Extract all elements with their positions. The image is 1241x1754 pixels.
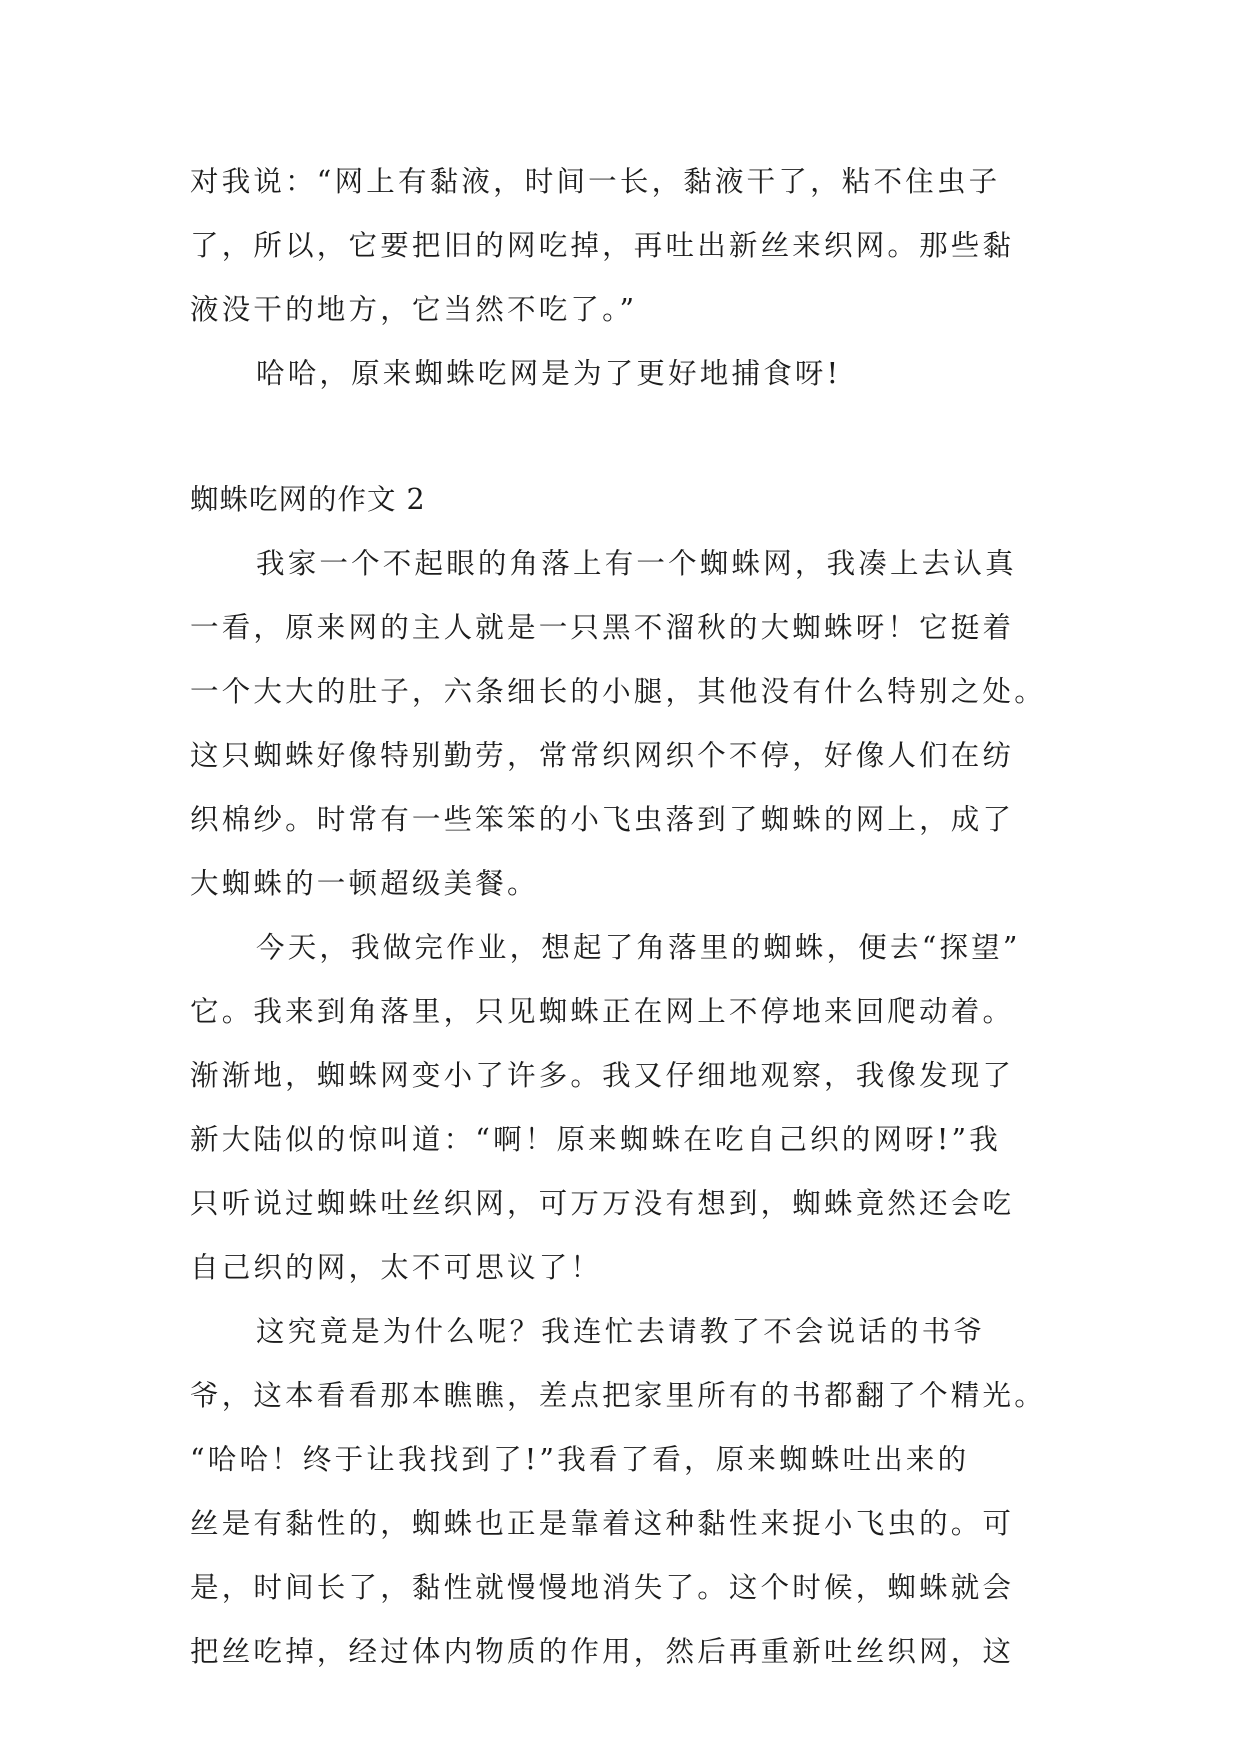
text-line: “哈哈！终于让我找到了!”我看了看，原来蜘蛛吐出来的 <box>190 1443 970 1476</box>
text-line: 只听说过蜘蛛吐丝织网，可万万没有想到，蜘蛛竟然还会吃 <box>190 1187 1015 1220</box>
document-page <box>190 150 1052 1684</box>
text-line: 爷，这本看看那本瞧瞧，差点把家里所有的书都翻了个精光。 <box>190 1379 1046 1412</box>
text-line: 自己织的网，太不可思议了！ <box>190 1251 603 1284</box>
text-line: 我家一个不起眼的角落上有一个蜘蛛网，我凑上去认真 <box>256 547 1017 580</box>
paragraph-1 <box>190 532 1052 916</box>
text-line: 今天，我做完作业，想起了角落里的蜘蛛，便去“探望” <box>256 931 1021 964</box>
paragraph-conclusion <box>190 342 1052 406</box>
text-line: 织棉纱。时常有一些笨笨的小飞虫落到了蜘蛛的网上，成了 <box>190 803 1015 836</box>
text-line: 是，时间长了，黏性就慢慢地消失了。这个时候，蜘蛛就会 <box>190 1571 1015 1604</box>
section-spacer <box>190 406 1052 468</box>
text-line: 它。我来到角落里，只见蜘蛛正在网上不停地来回爬动着。 <box>190 995 1015 1028</box>
text-line: 大蜘蛛的一顿超级美餐。 <box>190 867 539 900</box>
text-line: 这只蜘蛛好像特别勤劳，常常织网织个不停，好像人们在纺 <box>190 739 1015 772</box>
text-line: 一个大大的肚子，六条细长的小腿，其他没有什么特别之处。 <box>190 675 1046 708</box>
text-line: 把丝吃掉，经过体内物质的作用，然后再重新吐丝织网，这 <box>190 1635 1015 1668</box>
paragraph-3 <box>190 1300 1052 1684</box>
text-line: 液没干的地方，它当然不吃了。” <box>190 293 638 326</box>
text-line: 一看，原来网的主人就是一只黑不溜秋的大蜘蛛呀！它挺着 <box>190 611 1015 644</box>
section-title: 蜘蛛吃网的作文 2 <box>190 483 426 516</box>
text-line: 这究竟是为什么呢？我连忙去请教了不会说话的书爷 <box>256 1315 986 1348</box>
text-line: 了，所以，它要把旧的网吃掉，再吐出新丝来织网。那些黏 <box>190 229 1015 262</box>
text-line: 哈哈，原来蜘蛛吃网是为了更好地捕食呀! <box>256 357 842 390</box>
text-line: 新大陆似的惊叫道：“啊！原来蜘蛛在吃自己织的网呀!”我 <box>190 1123 1001 1156</box>
paragraph-continued <box>190 150 1052 342</box>
text-line: 对我说：“网上有黏液，时间一长，黏液干了，粘不住虫子 <box>190 165 1001 198</box>
text-line: 渐渐地，蜘蛛网变小了许多。我又仔细地观察，我像发现了 <box>190 1059 1015 1092</box>
text-line: 丝是有黏性的，蜘蛛也正是靠着这种黏性来捉小飞虫的。可 <box>190 1507 1015 1540</box>
paragraph-2 <box>190 916 1052 1300</box>
